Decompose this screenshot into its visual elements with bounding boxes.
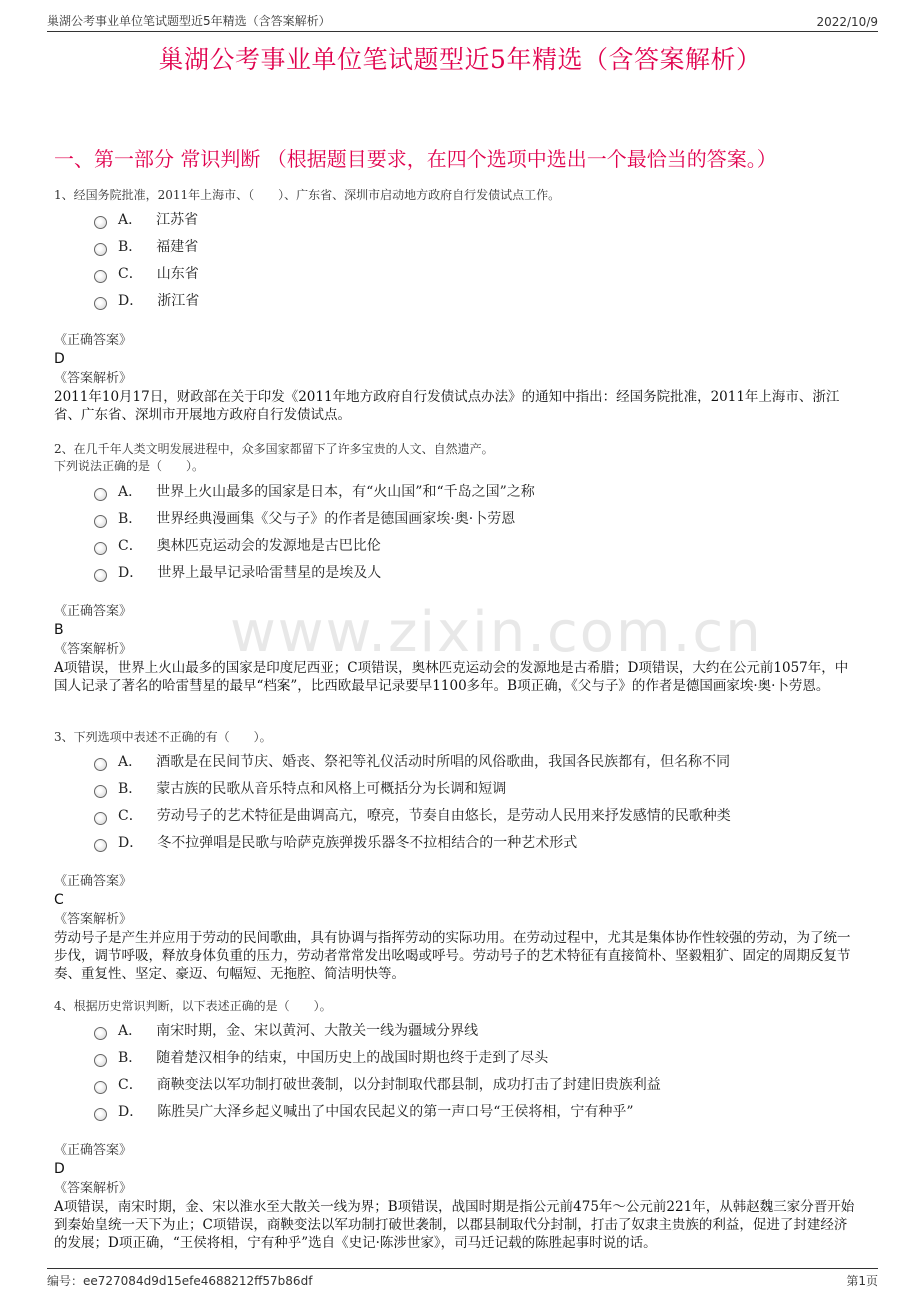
page-footer — [47, 1268, 878, 1291]
radio-icon[interactable] — [94, 812, 107, 825]
radio-icon[interactable] — [94, 216, 107, 229]
question-4-option-d[interactable]: D． 陈胜吴广大泽乡起义喊出了中国农民起义的第一声口号“王侯将相，宁有种乎” — [94, 1101, 634, 1121]
question-1-explanation: 2011年10月17日，财政部在关于印发《2011年地方政府自行发债试点办法》的通知中指出：经国务院批准，2011年上海市、浙江省、广东省、深圳市开展地方政府自行发债试点。 — [54, 389, 840, 423]
watermark: www.zixin.com.cn — [230, 600, 763, 665]
question-4-answer: D — [54, 1161, 65, 1177]
question-1-option-d[interactable]: D． 浙江省 — [94, 290, 199, 310]
radio-icon[interactable] — [94, 569, 107, 582]
question-1-option-b[interactable]: B． 福建省 — [94, 236, 198, 256]
question-3 — [54, 729, 860, 982]
answer-label: 《正确答案》 — [54, 333, 133, 348]
question-3-option-d[interactable]: D． 冬不拉弹唱是民歌与哈萨克族弹拨乐器冬不拉相结合的一种艺术形式 — [94, 832, 577, 852]
question-2-stem-line2: 下列说法正确的是（ ）。 — [54, 459, 205, 473]
radio-icon[interactable] — [94, 839, 107, 852]
question-4 — [54, 998, 860, 1251]
question-3-answer: C — [54, 892, 64, 908]
explanation-label: 《答案解析》 — [54, 371, 133, 386]
question-2-option-d[interactable]: D． 世界上最早记录哈雷彗星的是埃及人 — [94, 562, 381, 582]
question-4-option-a[interactable]: A． 南宋时期，金、宋以黄河、大散关一线为疆域分界线 — [94, 1020, 478, 1040]
radio-icon[interactable] — [94, 1054, 107, 1067]
header-date: 2022/10/9 — [816, 15, 878, 29]
question-1-option-a[interactable]: A． 江苏省 — [94, 209, 198, 229]
section-heading: 一、第一部分 常识判断 （根据题目要求，在四个选项中选出一个最恰当的答案。） — [54, 147, 777, 171]
explanation-label: 《答案解析》 — [54, 912, 133, 927]
question-3-stem: 3、下列选项中表述不正确的有（ ）。 — [54, 730, 272, 744]
radio-icon[interactable] — [94, 1081, 107, 1094]
answer-label: 《正确答案》 — [54, 1143, 133, 1158]
page-title: 巢湖公考事业单位笔试题型近5年精选（含答案解析） — [158, 45, 762, 74]
radio-icon[interactable] — [94, 758, 107, 771]
question-2-option-c[interactable]: C． 奥林匹克运动会的发源地是古巴比伦 — [94, 535, 381, 555]
question-4-option-b[interactable]: B． 随着楚汉相争的结束，中国历史上的战国时期也终于走到了尽头 — [94, 1047, 548, 1067]
radio-icon[interactable] — [94, 1108, 107, 1121]
page-number: 第1页 — [846, 1273, 878, 1288]
radio-icon[interactable] — [94, 297, 107, 310]
question-3-option-c[interactable]: C． 劳动号子的艺术特征是曲调高亢，嘹亮，节奏自由悠长，是劳动人民用来抒发感情的民歌种类 — [94, 805, 731, 825]
question-3-explanation: 劳动号子是产生并应用于劳动的民间歌曲，具有协调与指挥劳动的实际功用。在劳动过程中，尤其是集体协作性较强的劳动，为了统一步伐，调节呼吸，释放身体负重的压力，劳动者常常发出吆喝或呼号。劳动号子的艺术特征有直接简朴、坚毅粗犷、固定的周期反复节奏、重复性、坚定、豪迈、句幅短、无拖腔、简洁明快等。 — [54, 930, 851, 982]
question-1-stem: 1、经国务院批准，2011年上海市、（ ）、广东省、深圳市启动地方政府自行发债试点工作。 — [54, 188, 561, 202]
document-id: 编号：ee727084d9d15efe4688212ff57b86df — [47, 1273, 313, 1288]
radio-icon[interactable] — [94, 542, 107, 555]
radio-icon[interactable] — [94, 515, 107, 528]
question-1-option-c[interactable]: C． 山东省 — [94, 263, 199, 283]
header-doc-title: 巢湖公考事业单位笔试题型近5年精选（含答案解析） — [47, 14, 331, 28]
question-4-explanation: A项错误，南宋时期，金、宋以淮水至大散关一线为界；B项错误，战国时期是指公元前475年～公元前221年，从韩赵魏三家分晋开始到秦始皇统一天下为止；C项错误，商鞅变法以军功制打破世袭制，以郡县制取代分封制，打击了奴隶主贵族的利益，促进了封建经济的发展；D项正确，“王侯将相，宁有种乎”选自《史记·陈涉世家》，司马迁记载的陈胜起事时说的话。 — [54, 1199, 855, 1251]
radio-icon[interactable] — [94, 1027, 107, 1040]
answer-label: 《正确答案》 — [54, 874, 133, 889]
radio-icon[interactable] — [94, 488, 107, 501]
question-4-stem: 4、根据历史常识判断，以下表述正确的是（ ）。 — [54, 999, 332, 1013]
question-2-answer: B — [54, 622, 64, 638]
explanation-label: 《答案解析》 — [54, 1181, 133, 1196]
radio-icon[interactable] — [94, 243, 107, 256]
question-2-option-a[interactable]: A． 世界上火山最多的国家是日本，有“火山国”和“千岛之国”之称 — [94, 481, 535, 501]
question-4-option-c[interactable]: C． 商鞅变法以军功制打破世袭制，以分封制取代郡县制，成功打击了封建旧贵族利益 — [94, 1074, 661, 1094]
answer-label: 《正确答案》 — [54, 604, 133, 619]
radio-icon[interactable] — [94, 270, 107, 283]
question-3-option-b[interactable]: B． 蒙古族的民歌从音乐特点和风格上可概括分为长调和短调 — [94, 778, 506, 798]
question-1-answer: D — [54, 351, 65, 367]
page-header — [47, 10, 878, 32]
question-1 — [54, 187, 860, 423]
question-2-explanation: A项错误，世界上火山最多的国家是印度尼西亚；C项错误，奥林匹克运动会的发源地是古希腊；D项错误，大约在公元前1057年，中国人记录了著名的哈雷彗星的最早“档案”，比西欧最早记录要早1100多年。B项正确，《父与子》的作者是德国画家埃·奥·卜劳恩。 — [54, 660, 849, 694]
question-2-stem: 2、在几千年人类文明发展进程中，众多国家都留下了许多宝贵的人文、自然遗产。 — [54, 442, 494, 456]
question-2-option-b[interactable]: B． 世界经典漫画集《父与子》的作者是德国画家埃·奥·卜劳恩 — [94, 508, 515, 528]
radio-icon[interactable] — [94, 785, 107, 798]
explanation-label: 《答案解析》 — [54, 642, 133, 657]
question-3-option-a[interactable]: A． 酒歌是在民间节庆、婚丧、祭祀等礼仪活动时所唱的风俗歌曲，我国各民族都有，但名称不同 — [94, 751, 730, 771]
